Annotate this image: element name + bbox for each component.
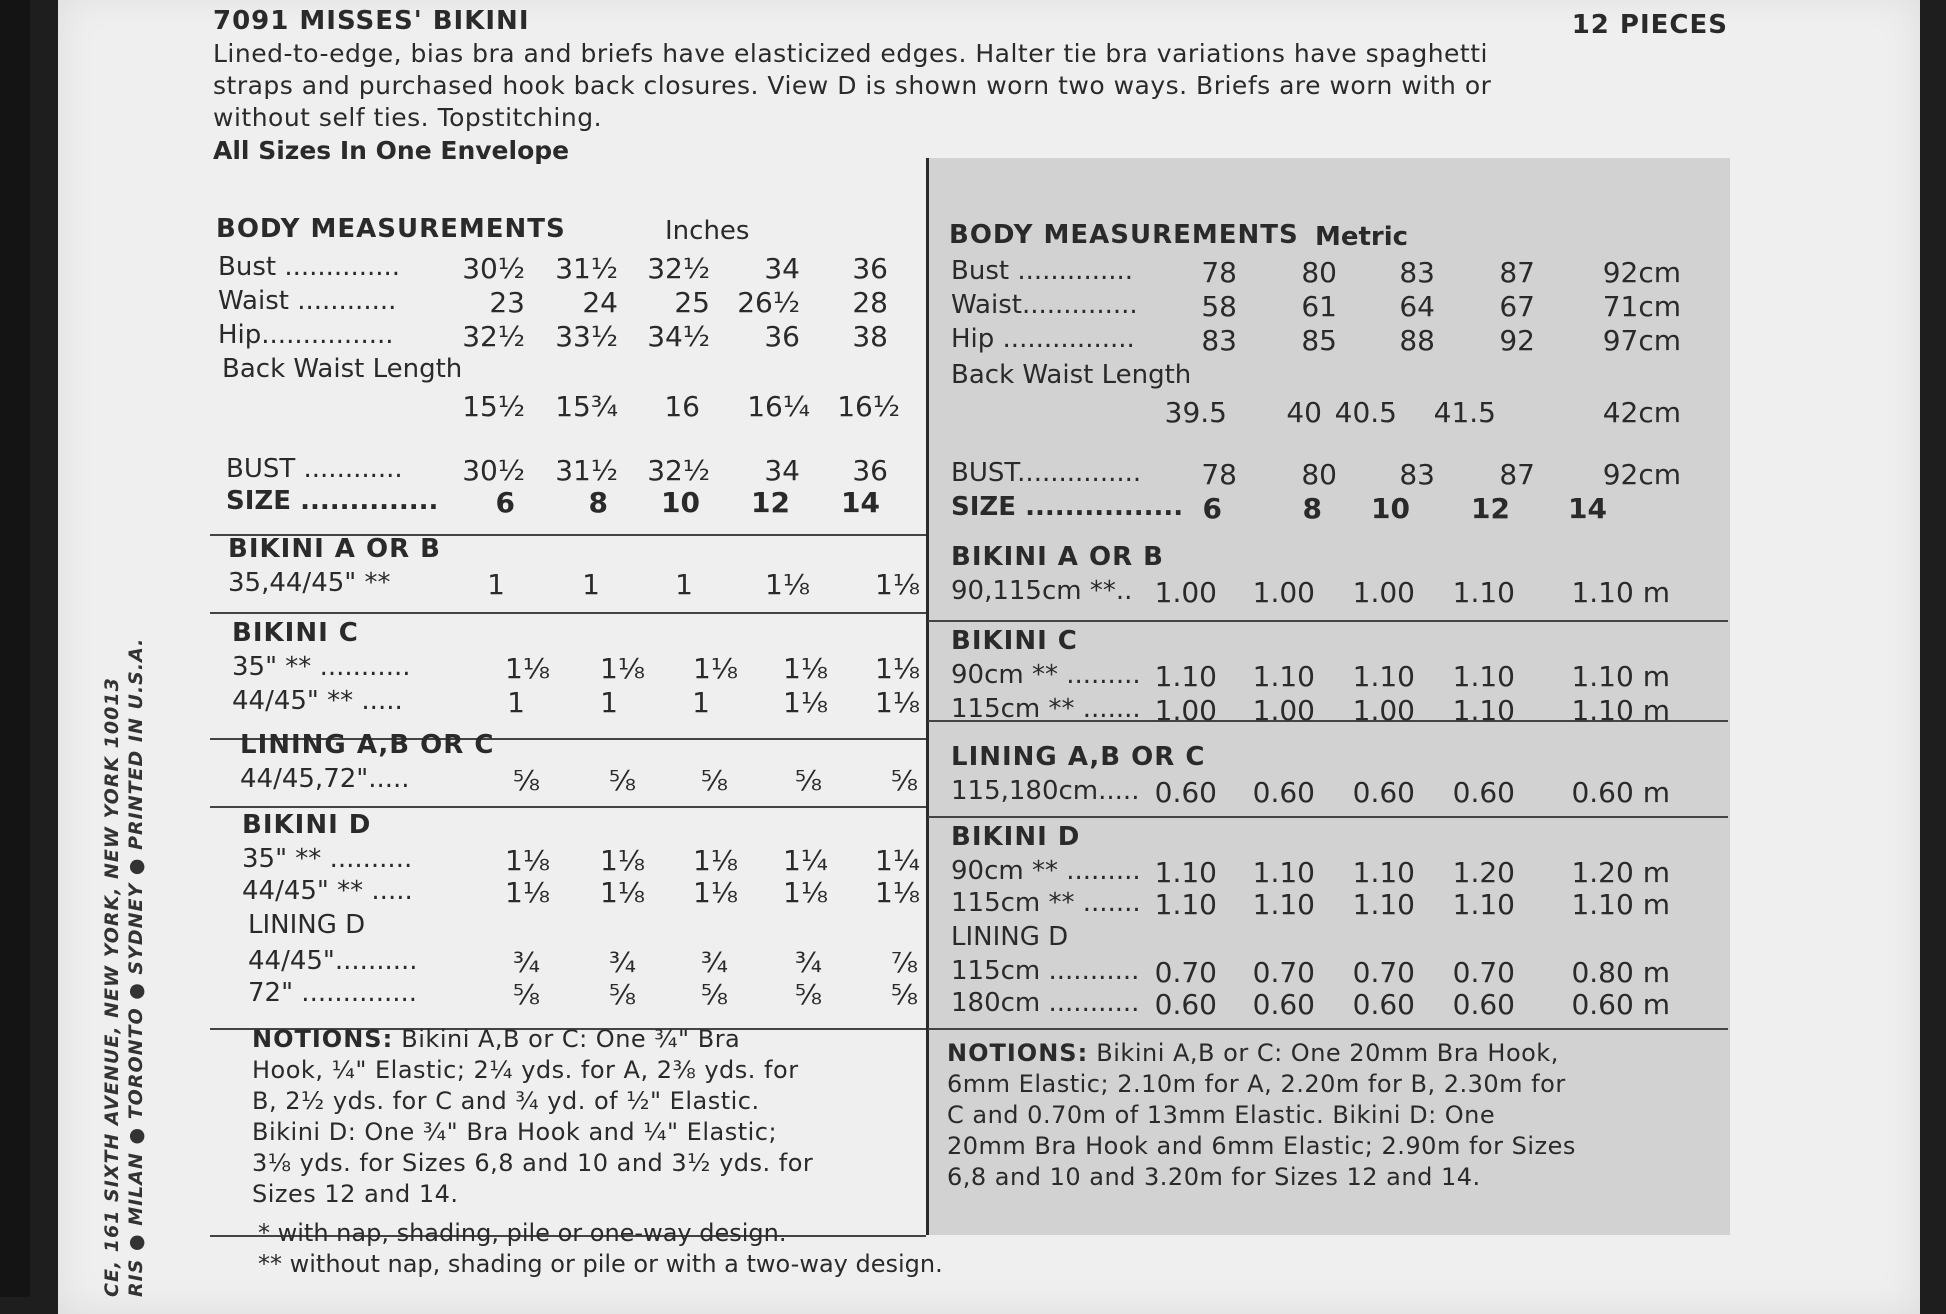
value: 1.10	[1352, 856, 1415, 889]
value: 36	[852, 252, 888, 285]
bikini-c-row-2	[210, 686, 926, 718]
hip-row	[210, 320, 926, 352]
measurement-table	[210, 158, 1728, 1235]
value: 0.60 m	[1571, 776, 1670, 809]
lining-abc-row	[210, 764, 926, 796]
value: 0.60	[1252, 776, 1315, 809]
value: 0.60	[1452, 988, 1515, 1021]
notions-line: 6,8 and 10 and 3.20m for Sizes 12 and 14.	[947, 1163, 1481, 1191]
value: ⅝	[700, 764, 728, 797]
value: 1.10	[1154, 856, 1217, 889]
value: 32½	[647, 252, 710, 285]
footnote-1: * with nap, shading, pile or one-way design.	[258, 1219, 787, 1247]
piece-count: 12 PIECES	[1571, 10, 1728, 40]
value: 10	[661, 486, 700, 519]
value: 39.5	[1164, 396, 1227, 429]
value: 40.5	[1334, 396, 1397, 429]
value: 0.60	[1154, 776, 1217, 809]
value: 1.10 m	[1571, 576, 1670, 609]
value: 1.00	[1352, 576, 1415, 609]
value: 0.60	[1252, 988, 1315, 1021]
value: 1⅛	[783, 686, 828, 719]
value: 0.60	[1452, 776, 1515, 809]
inches-heading: BODY MEASUREMENTS	[216, 214, 566, 244]
notions-line: 6mm Elastic; 2.10m for A, 2.20m for B, 2.30m for	[947, 1070, 1566, 1098]
value: 78	[1201, 256, 1237, 289]
value: 1.00	[1154, 694, 1217, 727]
value: ¾	[794, 946, 822, 979]
value: ⅝	[890, 764, 918, 797]
bust-size-row	[935, 458, 1725, 490]
value: 80	[1301, 458, 1337, 491]
value: ⅝	[608, 978, 636, 1011]
value: ⅝	[512, 764, 540, 797]
value: 1.00	[1154, 576, 1217, 609]
value: 12	[1471, 492, 1510, 525]
bust-row	[935, 256, 1725, 288]
value: ⅝	[890, 978, 918, 1011]
value: 12	[751, 486, 790, 519]
value: 14	[841, 486, 880, 519]
value: 1.10	[1452, 660, 1515, 693]
value: 8	[1302, 492, 1322, 525]
value: 1⅛	[693, 876, 738, 909]
value: 1⅛	[765, 568, 810, 601]
metric-unit: Metric	[1315, 222, 1409, 252]
notions-line: Hook, ¼" Elastic; 2¼ yds. for A, 2⅜ yds. for	[252, 1056, 799, 1084]
envelope-note: All Sizes In One Envelope	[213, 136, 570, 165]
value: 40	[1286, 396, 1322, 429]
lining-d-row-2	[210, 978, 926, 1010]
metric-heading: BODY MEASUREMENTS	[949, 220, 1299, 250]
value: 88	[1399, 324, 1435, 357]
value: 1	[675, 568, 693, 601]
value: 1⅛	[693, 844, 738, 877]
bikini-c-row-2	[935, 694, 1725, 726]
value: 1⅛	[600, 876, 645, 909]
value: 38	[852, 320, 888, 353]
value: 67	[1499, 290, 1535, 323]
value: 24	[582, 286, 618, 319]
value: 6	[495, 486, 515, 519]
lining-d-title: LINING D	[248, 910, 366, 940]
value: 1⅛	[875, 568, 920, 601]
value: 83	[1399, 256, 1435, 289]
description-line-3: without self ties. Topstitching.	[213, 103, 603, 132]
value: 6	[1202, 492, 1222, 525]
notions-line: Sizes 12 and 14.	[252, 1180, 459, 1208]
value: 32½	[462, 320, 525, 353]
row-label: Back Waist Length	[951, 360, 1192, 390]
background-edge	[0, 0, 30, 1297]
row-label: 90,115cm **..	[951, 576, 1133, 606]
notions-lead: NOTIONS:	[252, 1025, 394, 1053]
value: 1.00	[1252, 694, 1315, 727]
value: 1	[600, 686, 618, 719]
value: 1.10	[1252, 660, 1315, 693]
value: 26½	[737, 286, 800, 319]
lining-d-row-1	[935, 956, 1725, 988]
notions-lead: NOTIONS:	[947, 1039, 1089, 1067]
lining-abc-title: LINING A,B OR C	[240, 730, 495, 760]
value: 41.5	[1433, 396, 1496, 429]
row-label: 35" ** ..........	[242, 844, 413, 874]
value: 0.60	[1352, 776, 1415, 809]
bikini-ab-row	[210, 568, 926, 600]
value: 1.20 m	[1571, 856, 1670, 889]
bikini-d-row-1	[935, 856, 1725, 888]
row-label: Waist ............	[218, 286, 397, 316]
value: ⅝	[700, 978, 728, 1011]
value: 1.10	[1452, 576, 1515, 609]
bikini-c-row-1	[935, 660, 1725, 692]
lining-d-row-2	[935, 988, 1725, 1020]
value: 1	[487, 568, 505, 601]
value: 83	[1399, 458, 1435, 491]
row-label: 44/45"..........	[248, 946, 418, 976]
value: 80	[1301, 256, 1337, 289]
value: 1.10	[1154, 888, 1217, 921]
row-label: Hip ................	[951, 324, 1135, 354]
spine-cities: MILAN ● TORONTO ● SYDNEY ● PRINTED IN U.S.A.	[125, 637, 147, 1226]
value: 15½	[462, 390, 525, 423]
value: 92cm	[1602, 256, 1681, 289]
row-label: 115cm ** .......	[951, 888, 1141, 918]
value: 1¼	[783, 844, 828, 877]
description-line-2: straps and purchased hook back closures. View D is shown worn two ways. Briefs are worn with or	[213, 71, 1492, 100]
value: ⅝	[794, 978, 822, 1011]
value: 71cm	[1602, 290, 1681, 323]
value: ¾	[700, 946, 728, 979]
spine-prefix-2: RIS ●	[125, 1233, 147, 1297]
bikini-ab-title: BIKINI A OR B	[228, 534, 441, 564]
value: 1.10	[1352, 888, 1415, 921]
bikini-c-title: BIKINI C	[951, 626, 1078, 656]
bikini-d-row-1	[210, 844, 926, 876]
row-label: 44/45" ** .....	[232, 686, 403, 716]
value: 92cm	[1602, 458, 1681, 491]
spine-prefix: CE,	[101, 1259, 123, 1297]
size-row	[210, 486, 926, 518]
value: 1⅛	[693, 652, 738, 685]
value: 0.60 m	[1571, 988, 1670, 1021]
notions-line: B, 2½ yds. for C and ¾ yd. of ½" Elastic.	[252, 1087, 760, 1115]
value: 1⅛	[783, 652, 828, 685]
value: 1.10 m	[1571, 888, 1670, 921]
value: 8	[588, 486, 608, 519]
value: ⅝	[512, 978, 540, 1011]
value: 1⅛	[875, 686, 920, 719]
waist-row	[210, 286, 926, 318]
row-label: Back Waist Length	[222, 354, 463, 384]
notions-line: Bikini A,B or C: One 20mm Bra Hook,	[1088, 1039, 1559, 1067]
metric-column	[935, 158, 1725, 1235]
row-label: SIZE ................	[951, 492, 1184, 522]
value: 92	[1499, 324, 1535, 357]
value: 32½	[647, 454, 710, 487]
value: 1⅛	[783, 876, 828, 909]
value: 1¼	[875, 844, 920, 877]
description-line-1: Lined-to-edge, bias bra and briefs have elasticized edges. Halter tie bra variations have spaghetti	[213, 39, 1488, 68]
notions-line: 3⅛ yds. for Sizes 6,8 and 10 and 3½ yds. for	[252, 1149, 814, 1177]
value: ¾	[512, 946, 540, 979]
lining-abc-row	[935, 776, 1725, 808]
value: 64	[1399, 290, 1435, 323]
waist-row	[935, 290, 1725, 322]
value: 1.10	[1352, 660, 1415, 693]
lining-abc-title: LINING A,B OR C	[951, 742, 1206, 772]
value: 30½	[462, 252, 525, 285]
notions-metric	[947, 1038, 1727, 1193]
value: 34½	[647, 320, 710, 353]
bikini-c-row-1	[210, 652, 926, 684]
value: 15¾	[555, 390, 618, 423]
value: 78	[1201, 458, 1237, 491]
value: 0.60	[1352, 988, 1415, 1021]
back-waist-label-row	[935, 360, 1725, 392]
value: ⅝	[794, 764, 822, 797]
value: 1.10	[1252, 856, 1315, 889]
value: 23	[489, 286, 525, 319]
value: 0.70	[1352, 956, 1415, 989]
notions-line: Bikini D: One ¾" Bra Hook and ¼" Elastic;	[252, 1118, 778, 1146]
value: 1	[582, 568, 600, 601]
value: 16	[664, 390, 700, 423]
row-label: SIZE ..............	[226, 486, 439, 516]
back-waist-label-row	[210, 354, 926, 386]
value: 31½	[555, 252, 618, 285]
bust-row	[210, 252, 926, 284]
value: 1.10	[1154, 660, 1217, 693]
row-label: 115cm ** .......	[951, 694, 1141, 724]
value: ¾	[608, 946, 636, 979]
row-label: 90cm ** .........	[951, 856, 1141, 886]
row-label: 115cm ...........	[951, 956, 1140, 986]
row-label: Hip................	[218, 320, 394, 350]
notions-line: 20mm Bra Hook and 6mm Elastic; 2.90m for Sizes	[947, 1132, 1576, 1160]
value: 33½	[555, 320, 618, 353]
value: 1.10	[1452, 694, 1515, 727]
value: 36	[764, 320, 800, 353]
notions-line: C and 0.70m of 13mm Elastic. Bikini D: One	[947, 1101, 1496, 1129]
value: 0.70	[1252, 956, 1315, 989]
value: 58	[1201, 290, 1237, 323]
value: 61	[1301, 290, 1337, 323]
value: 14	[1568, 492, 1607, 525]
bikini-d-title: BIKINI D	[951, 822, 1081, 852]
value: 1⅛	[505, 844, 550, 877]
value: 16¼	[747, 390, 810, 423]
row-label: 44/45" ** .....	[242, 876, 413, 906]
footnote-2: ** without nap, shading or pile or with a two-way design.	[258, 1250, 943, 1278]
value: 28	[852, 286, 888, 319]
value: 1⅛	[875, 876, 920, 909]
value: 10	[1371, 492, 1410, 525]
value: 34	[764, 454, 800, 487]
value: 97cm	[1602, 324, 1681, 357]
value: 1⅛	[505, 652, 550, 685]
spine-address: 161 SIXTH AVENUE, NEW YORK, NEW YORK 10013	[101, 677, 123, 1253]
row-label: 35,44/45" **	[228, 568, 391, 598]
back-waist-row	[935, 396, 1725, 428]
lining-d-title: LINING D	[951, 922, 1069, 952]
back-waist-row	[210, 390, 926, 422]
value: 42cm	[1602, 396, 1681, 429]
value: 0.60	[1154, 988, 1217, 1021]
value: 1.10 m	[1571, 694, 1670, 727]
value: 0.70	[1154, 956, 1217, 989]
footnotes	[258, 1218, 943, 1280]
row-label: 115,180cm.....	[951, 776, 1140, 806]
inches-column	[210, 158, 926, 1235]
row-label: 35" ** ...........	[232, 652, 411, 682]
notions-line: Bikini A,B or C: One ¾" Bra	[393, 1025, 741, 1053]
value: 1	[507, 686, 525, 719]
row-label: BUST ............	[226, 454, 403, 484]
bikini-d-row-2	[935, 888, 1725, 920]
value: 1.10	[1252, 888, 1315, 921]
value: 1.00	[1352, 694, 1415, 727]
row-label: Waist..............	[951, 290, 1138, 320]
value: 30½	[462, 454, 525, 487]
value: 1.10	[1452, 888, 1515, 921]
inches-unit: Inches	[665, 216, 750, 246]
value: 87	[1499, 458, 1535, 491]
value: 1⅛	[600, 652, 645, 685]
value: 85	[1301, 324, 1337, 357]
row-label: Bust ..............	[951, 256, 1134, 286]
bikini-ab-title: BIKINI A OR B	[951, 542, 1164, 572]
row-label: 44/45,72".....	[240, 764, 410, 794]
value: ⅝	[608, 764, 636, 797]
value: 1⅛	[600, 844, 645, 877]
column-divider	[926, 158, 929, 1235]
value: 1.00	[1252, 576, 1315, 609]
row-label: BUST...............	[951, 458, 1142, 488]
value: ⅞	[890, 946, 918, 979]
pattern-title: 7091 MISSES' BIKINI	[213, 6, 530, 36]
bikini-d-row-2	[210, 876, 926, 908]
hip-row	[935, 324, 1725, 356]
value: 87	[1499, 256, 1535, 289]
value: 25	[674, 286, 710, 319]
bust-size-row	[210, 454, 926, 486]
value: 16½	[837, 390, 900, 423]
value: 1.10 m	[1571, 660, 1670, 693]
row-label: 180cm ...........	[951, 988, 1140, 1018]
value: 36	[852, 454, 888, 487]
value: 31½	[555, 454, 618, 487]
value: 1.20	[1452, 856, 1515, 889]
row-label: 90cm ** .........	[951, 660, 1141, 690]
value: 0.80 m	[1571, 956, 1670, 989]
bikini-ab-row	[935, 576, 1725, 608]
lining-d-row-1	[210, 946, 926, 978]
size-row	[935, 492, 1725, 524]
value: 0.70	[1452, 956, 1515, 989]
pattern-header	[213, 2, 1728, 165]
value: 34	[764, 252, 800, 285]
value: 1⅛	[875, 652, 920, 685]
notions-inches	[252, 1024, 922, 1210]
value: 1	[692, 686, 710, 719]
bikini-c-title: BIKINI C	[232, 618, 359, 648]
row-label: Bust ..............	[218, 252, 401, 282]
row-label: 72" ..............	[248, 978, 418, 1008]
value: 83	[1201, 324, 1237, 357]
bikini-d-title: BIKINI D	[242, 810, 372, 840]
value: 1⅛	[505, 876, 550, 909]
